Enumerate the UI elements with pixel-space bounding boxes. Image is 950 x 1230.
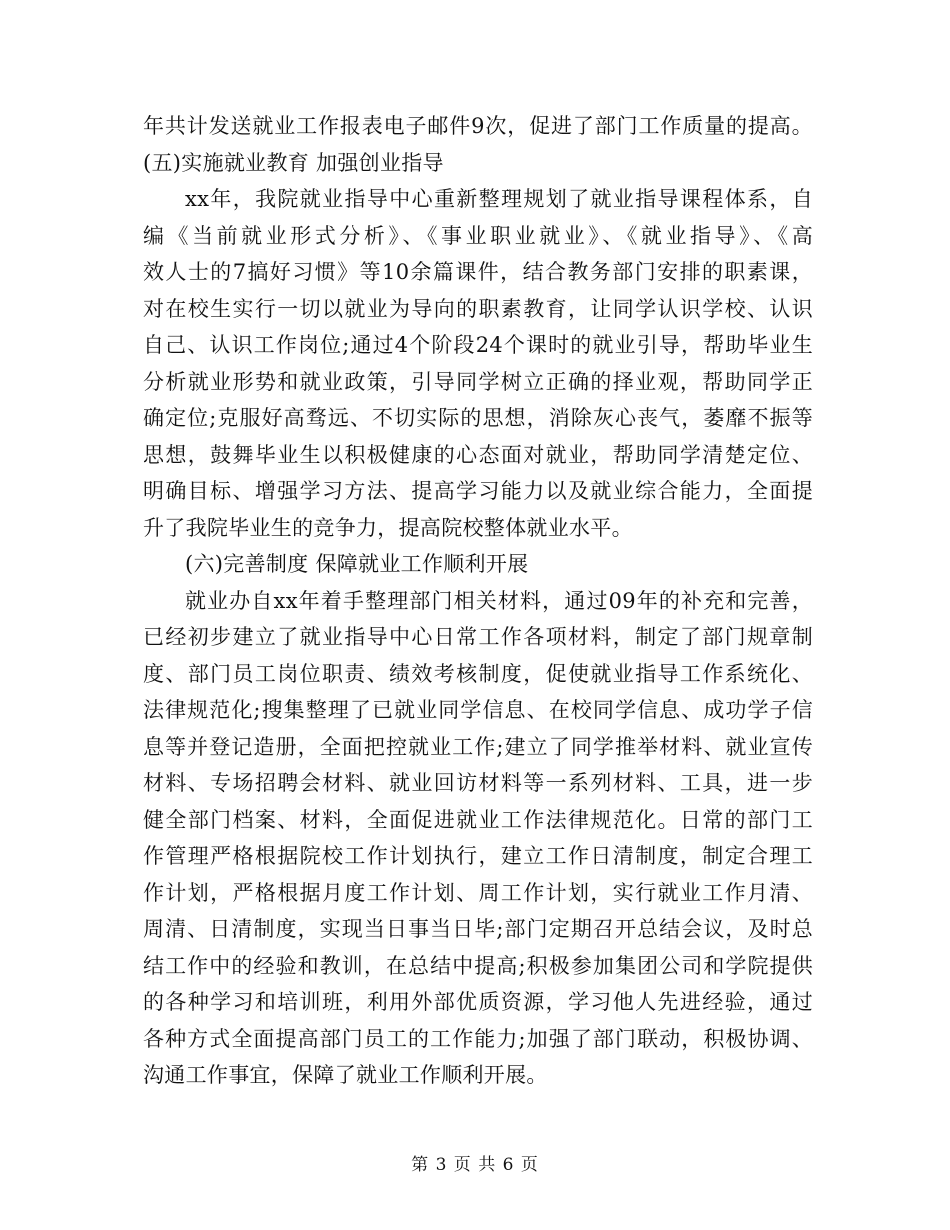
text-line: 效人士的7搞好习惯》等10余篇课件，结合教务部门安排的职素课，: [143, 260, 813, 284]
text-line: 自己、认识工作岗位;通过4个阶段24个课时的就业引导，帮助毕业生: [143, 333, 813, 357]
text-line: 沟通工作事宜，保障了就业工作顺利开展。: [143, 1063, 548, 1087]
text-line: 健全部门档案、材料，全面促进就业工作法律规范化。日常的部门工: [143, 807, 813, 832]
text-line: 对在校生实行一切以就业为导向的职素教育，让同学认识学校、认识: [143, 296, 813, 321]
text-line: 年共计发送就业工作报表电子邮件9次，促进了部门工作质量的提高。: [143, 114, 813, 138]
text-line: 分析就业形势和就业政策，引导同学树立正确的择业观，帮助同学正: [143, 369, 813, 394]
text-line: 作计划，严格根据月度工作计划、周工作计划，实行就业工作月清、: [143, 880, 813, 905]
text-line: 周清、日清制度，实现当日事当日毕;部门定期召开总结会议，及时总: [143, 917, 813, 941]
text-line: 升了我院毕业生的竞争力，提高院校整体就业水平。: [143, 515, 633, 540]
text-line: xx年，我院就业指导中心重新整理规划了就业指导课程体系，自: [185, 187, 813, 211]
text-line: 编《当前就业形式分析》、《事业职业就业》、《就业指导》、《高: [143, 223, 813, 248]
text-line: (五)实施就业教育 加强创业指导: [143, 150, 444, 175]
text-line: 法律规范化;搜集整理了已就业同学信息、在校同学信息、成功学子信: [143, 698, 813, 722]
text-line: (六)完善制度 保障就业工作顺利开展: [185, 552, 529, 576]
text-line: 息等并登记造册，全面把控就业工作;建立了同学推举材料、就业宣传: [143, 734, 813, 759]
text-line: 作管理严格根据院校工作计划执行，建立工作日清制度，制定合理工: [143, 844, 813, 868]
text-line: 明确目标、增强学习方法、提高学习能力以及就业综合能力，全面提: [143, 479, 813, 503]
text-line: 材料、专场招聘会材料、就业回访材料等一系列材料、工具，进一步: [143, 771, 813, 795]
text-line: 思想，鼓舞毕业生以积极健康的心态面对就业，帮助同学清楚定位、: [143, 442, 813, 467]
text-line: 各种方式全面提高部门员工的工作能力;加强了部门联动，积极协调、: [143, 1026, 813, 1051]
text-line: 结工作中的经验和教训，在总结中提高;积极参加集团公司和学院提供: [143, 953, 813, 978]
page-footer: 第 3 页 共 6 页: [411, 1155, 539, 1175]
text-line: 已经初步建立了就业指导中心日常工作各项材料，制定了部门规章制: [143, 625, 813, 649]
text-line: 度、部门员工岗位职责、绩效考核制度，促使就业指导工作系统化、: [143, 661, 813, 686]
text-line: 就业办自xx年着手整理部门相关材料，通过09年的补充和完善，: [185, 588, 813, 613]
text-line: 确定位;克服好高骛远、不切实际的思想，消除灰心丧气，萎靡不振等: [143, 406, 813, 430]
text-line: 的各种学习和培训班，利用外部优质资源，学习他人先进经验，通过: [143, 990, 813, 1014]
document-body: [143, 108, 813, 1094]
